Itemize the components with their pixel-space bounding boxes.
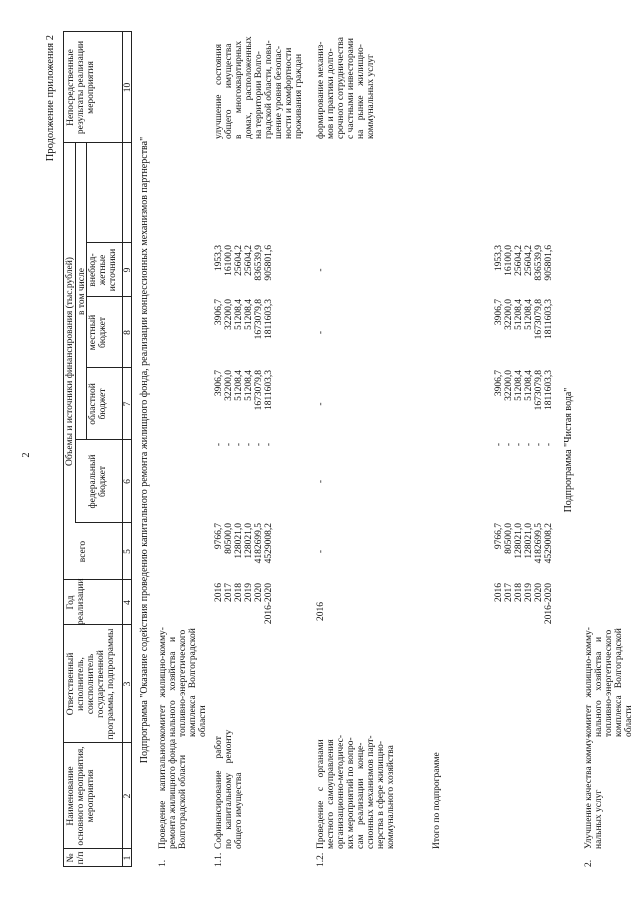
col-number-1: 1: [123, 855, 133, 861]
col-number-7: 7: [123, 401, 133, 407]
header-total: всего: [78, 540, 88, 563]
row-1-1-number: 1.1.: [214, 852, 224, 867]
row-1-2-regional: -: [316, 402, 326, 406]
row-1-2-federal: -: [316, 479, 326, 484]
row-1-1-total: 9766,7 80500,0 128021,0 128021,0 4182699,5 4529008,2: [214, 523, 274, 564]
header-num: № п/п: [66, 851, 86, 865]
header-regional: областной бюджет: [88, 383, 108, 425]
subprogram-total-extrabudget: 1953,3 16100,0 25604,2 25604,2 836539,9 905801,6: [494, 245, 554, 281]
row-1-2-result: формирование механиз- мов и практики долго- срочного сотрудничества с частными инвесторами на рынке жилищно- коммунальных услуг: [316, 37, 376, 139]
page-number: 2: [21, 452, 32, 458]
header-name: Наименование основного мероприятия, мероприятия: [66, 746, 96, 846]
row-1-1-years: 2016 2017 2018 2019 2020 2016-2020: [214, 583, 274, 625]
subprogram-total-regional: 3906,7 32200,0 51208,4 51208,4 1673079,8 1811603,3: [494, 370, 554, 411]
row-1-1-federal: - - - - - -: [214, 443, 274, 447]
subprogram-1-title: Подпрограмма "Оказание содействия проведению капитального ремонта жилищного фонда, реализации концессионных механизмов партнерства": [139, 136, 150, 764]
col-number-6: 6: [123, 479, 133, 484]
col-number-10: 10: [123, 82, 133, 93]
subprogram-total-label: Итого по подпрограмме: [432, 752, 442, 849]
col-number-8: 8: [123, 330, 133, 335]
row-1-2-number: 1.2.: [316, 852, 326, 867]
header-result: Непосредственные результаты реализации мероприятия: [66, 40, 96, 135]
row-1-1-result: улучшение состояния общего имущества в многоквартирных домах, расположенных на территории Волго- градской области, повы- шение уровня безопас- ности и комфортности проживания граждан: [214, 36, 304, 139]
row-1-1-regional: 3906,7 32200,0 51208,4 51208,4 1673079,8 1811603,3: [214, 370, 274, 411]
col-number-3: 3: [123, 681, 133, 687]
subprogram-total-years: 2016 2017 2018 2019 2020 2016-2020: [494, 583, 554, 625]
header-executor: Ответственный исполнитель, соисполнитель государственной программы, подпрограммы: [66, 628, 116, 740]
row-1-2-year: 2016: [316, 602, 326, 621]
row-1-1-extrabudget: 1953,3 16100,0 25604,2 25604,2 836539,9 905801,6: [214, 245, 274, 281]
header-funding: Объемы и источники финансирования (тыс.рублей): [65, 257, 75, 466]
row-1-name: Проведение капитального ремонта жилищного фонда Волгоградской области: [158, 736, 188, 849]
row-1-1-name: Софинансирование работ по капитальному ремонту общего имущества: [214, 729, 244, 849]
subprogram-total-total: 9766,7 80500,0 128021,0 128021,0 4182699,5 4529008,2: [494, 523, 554, 564]
col-number-9: 9: [123, 267, 133, 273]
subprogram-total-federal: - - - - - -: [494, 443, 554, 447]
col-number-5: 5: [123, 549, 133, 554]
continuation-note: Продолжение приложения 2: [45, 35, 56, 162]
row-2-number: 2.: [584, 859, 594, 867]
subprogram-2-title: Подпрограмма "Чистая вода": [563, 387, 574, 513]
header-year: Год реализации: [66, 578, 86, 625]
row-1-2-local: -: [316, 330, 326, 335]
row-1-2-extrabudget: -: [316, 268, 326, 272]
col-number-2: 2: [123, 793, 133, 799]
row-2-name: Улучшение качества комму- нальных услуг: [584, 735, 604, 849]
header-including: в том числе: [77, 268, 87, 315]
row-1-2-total: -: [316, 549, 326, 554]
col-number-4: 4: [123, 600, 133, 605]
row-1-1-local: 3906,7 32200,0 51208,4 51208,4 1673079,8 1811603,3: [214, 299, 274, 340]
row-1-executor: комитет жилищно-комму- нального хозяйства и топливно-энергетического комплекса Волгоградской области: [158, 627, 208, 737]
row-2-executor: комитет жилищно-комму- нального хозяйства и топливно-энергетического комплекса Волгоградской области: [584, 627, 634, 737]
header-federal: федеральный бюджет: [88, 454, 108, 509]
row-1-number: 1.: [158, 859, 168, 867]
header-extrabudget: внебюд- жетные источники: [88, 248, 118, 292]
header-local: местный бюджет: [88, 314, 108, 351]
row-1-2-name: Проведение с органами местного самоуправления организационно-методичес- ких мероприятий по вопро- сам реализации конце- ссионных механизмов парт- нерства в сфере жилищно- коммунального хозяйства: [316, 734, 396, 849]
subprogram-total-local: 3906,7 32200,0 51208,4 51208,4 1673079,8 1811603,3: [494, 299, 554, 340]
